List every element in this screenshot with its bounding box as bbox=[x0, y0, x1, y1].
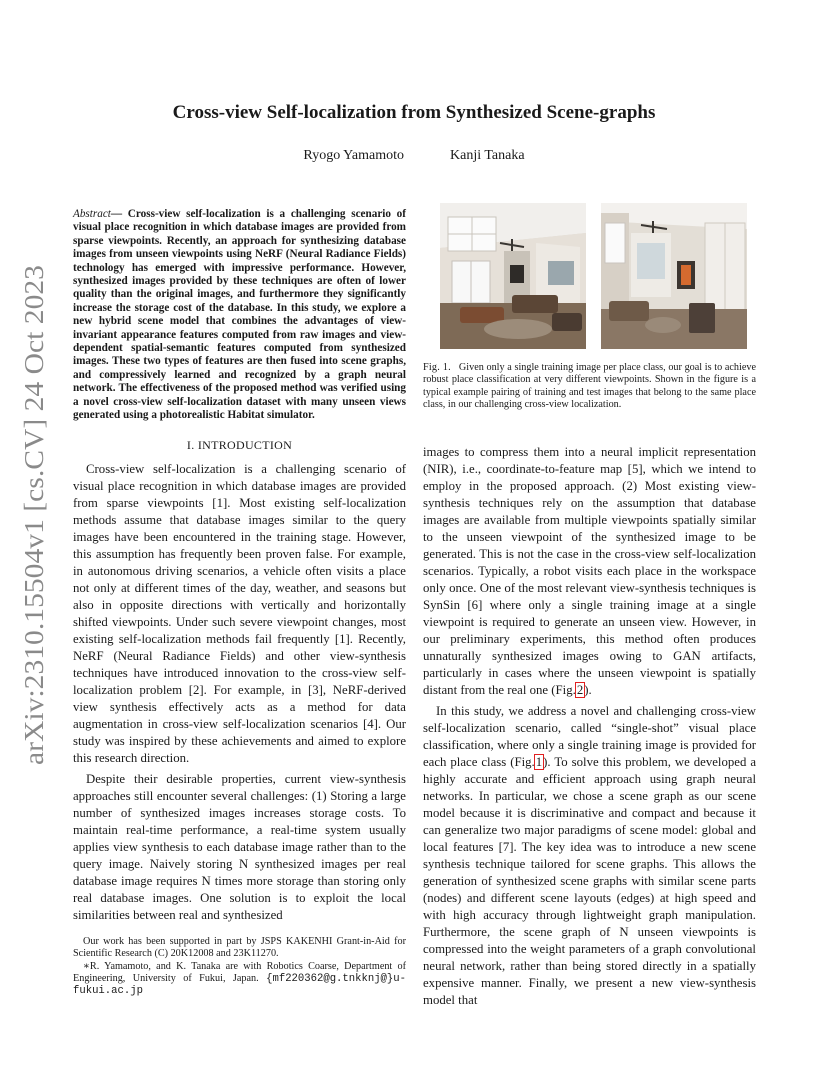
figure-1 bbox=[440, 203, 747, 349]
intro-paragraph: Cross-view self-localization is a challenging scenario of visual place recognition in which database images are provided from sparse viewpoints [1]. Most existing self-localization methods assume that database images similar to the query images have been encountered in the training stage. However, this assumption has frequently been proven false. For example, in autonomous driving scenarios, a vehicle often visits a place not only at different times of the day, weather, and seasons but also in opposite directions with vertically and horizontally shifted viewpoints. Under such severe viewpoint changes, most existing self-localization methods fail frequently [1]. Recently, NeRF (Neural Radiance Fields) and other view-synthesis techniques have introduced innovation to the cross-view self-localization problem [2]. For example, in [3], NeRF-derived view synthesis effectively acts as a method for data augmentation in cross-view self-localization scenarios [4]. Our study was inspired by these achievements and aimed to explore this research direction. bbox=[73, 461, 406, 765]
figure-reference-link[interactable]: 1 bbox=[535, 755, 543, 769]
funding-footnote: Our work has been supported in part by JSPS KAKENHI Grant-in-Aid for Scientific Research (C) 20K12008 and 23K11270. bbox=[73, 936, 406, 960]
section-heading-introduction: I. INTRODUCTION bbox=[186, 437, 293, 452]
training-image bbox=[440, 203, 586, 349]
living-room-photo-icon bbox=[440, 203, 586, 349]
footnotes bbox=[73, 936, 406, 997]
intro-paragraph bbox=[423, 703, 756, 1009]
figure-reference-link[interactable]: 2 bbox=[576, 683, 584, 697]
paragraph-text: ). To solve this problem, we developed a highly accurate and efficient approach using graph neural networks. In particular, we chose a scene graph as our scene model because it is discriminative and compact and because it can generalize two major paradigms of scene model: global and local features [7]. The key idea was to introduce a new scene synthesis technique tailored for scene graphs. This allows the generation of synthesized scene graphs with similar scene parts (nodes) and different scene layouts (edges) at high speed and with high accuracy through lightweight graph manipulation. Furthermore, the scene graph of N unseen viewpoints is compressed into the weight parameters of a graph convolutional neural network, rather than being stored directly in a spatially expensive manner. Finally, we present a new view-synthesis model that bbox=[423, 755, 757, 1007]
test-image bbox=[601, 203, 747, 349]
author-list bbox=[0, 148, 828, 164]
right-column bbox=[423, 444, 756, 1009]
author-name: Kanji Tanaka bbox=[450, 148, 525, 163]
affiliation-text: ∗R. Yamamoto, and K. Tanaka are with Robotics Coarse, Department of Engineering, University of Fukui, Japan. bbox=[73, 960, 406, 984]
arxiv-side-stamp bbox=[10, 263, 56, 765]
left-column bbox=[73, 208, 406, 924]
continued-paragraph bbox=[423, 444, 756, 699]
continued-text-end: ). bbox=[584, 683, 592, 697]
abstract-lead: Abstract bbox=[73, 208, 111, 220]
figure-caption bbox=[423, 362, 756, 411]
living-room-photo-icon bbox=[601, 203, 747, 349]
paragraph-text: In this study, we address a novel and challenging cross-view self-localization scenario, called “single-shot” visual place classification, where only a single training image is provided for each place class (Fig. bbox=[423, 704, 756, 769]
arxiv-identifier: arXiv:2310.15504v1 [cs.CV] 24 Oct 2023 bbox=[19, 309, 49, 765]
abstract bbox=[73, 208, 406, 423]
figure-label: Fig. 1. bbox=[423, 362, 451, 373]
continued-text: images to compress them into a neural implicit representation (NIR), i.e., coordinate-to-feature map [5], which we intend to employ in the proposed approach. (2) Most existing view-synthesis techniques rely on the assumption that database images are available from multiple viewpoints spatially similar to the unseen viewpoint of the synthesized image to be generated. This is not the case in the cross-view self-localization scenarios. Typically, a robot visits each place in the workspace only once. One of the most relevant view-synthesis techniques is SynSin [6] where only a single training image at a single viewpoint is required to generate an unseen view. However, in our preliminary experiments, this method often produces unnaturally synthesized images owing to GAN artifacts, particularly in cases where the unseen viewpoint is spatially distant from the real one (Fig. bbox=[423, 445, 756, 697]
author-email: {mf220362@g.tnkknj@}u-fukui.ac.jp bbox=[73, 972, 406, 998]
intro-paragraph: Despite their desirable properties, current view-synthesis approaches still encounter several challenges: (1) Storing a large number of synthesized images increases storage costs. To maintain real-time performance, a real-time system usually applies view synthesis to each database image rather than to the query image. Naively storing N synthesized images per real database image requires N times more storage than storing only real database images. One solution is to exploit the local similarities between real and synthesized bbox=[73, 771, 406, 922]
figure-caption-text: Given only a single training image per place class, our goal is to achieve robust place classification at very different viewpoints. Shown in the figure is a typical example pairing of training and test images that belong to the same place class, in our challenging cross-view localization. bbox=[423, 362, 756, 410]
abstract-body: — Cross-view self-localization is a challenging scenario of visual place recognition in which database images are provided from sparse viewpoints. Recently, an approach for synthesizing database images from unseen viewpoints using NeRF (Neural Radiance Fields) technology has emerged with impressive performance. However, synthesized images provided by these techniques are often of lower quality than the original images, and furthermore they significantly increase the storage cost of the database. In this study, we explore a new hybrid scene model that combines the advantages of view-invariant appearance features computed from raw images and view-dependent spatial-semantic features computed from synthesized images. These two types of features are then fused into scene graphs, and compressively learned and recognized by a graph neural network. The effectiveness of the proposed method was verified using a novel cross-view self-localization dataset with many unseen views generated using a photorealistic Habitat simulator. bbox=[73, 208, 406, 422]
affiliation-footnote bbox=[73, 961, 406, 998]
author-name: Ryogo Yamamoto bbox=[303, 148, 404, 163]
paper-title: Cross-view Self-localization from Synthesized Scene-graphs bbox=[172, 102, 656, 123]
